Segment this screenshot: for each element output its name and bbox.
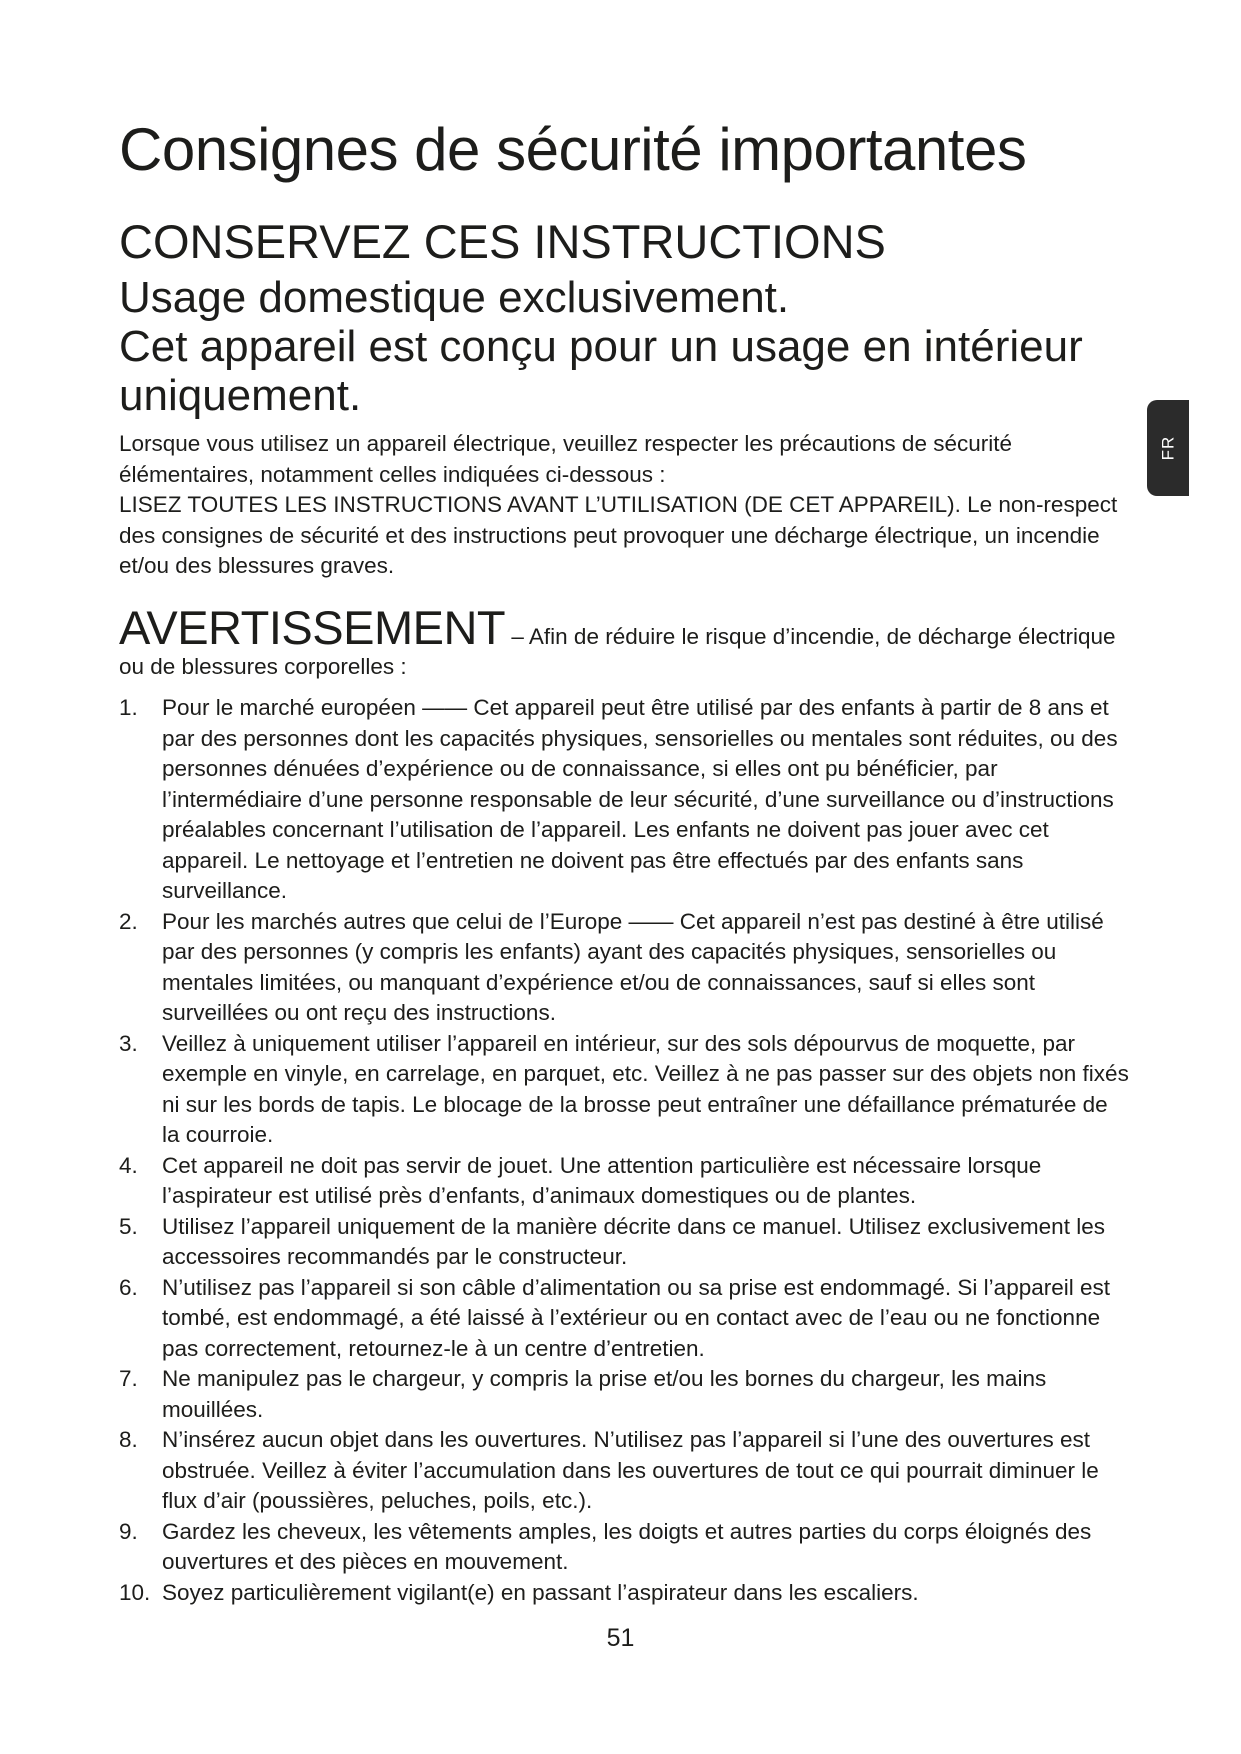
safety-list bbox=[119, 693, 1129, 1608]
usage-statement bbox=[119, 273, 1119, 420]
list-item-number: 3. bbox=[119, 1030, 138, 1056]
usage-line-domestic: Usage domestique exclusivement. bbox=[119, 273, 790, 322]
intro-text bbox=[119, 429, 1129, 582]
list-item-text: Cet appareil ne doit pas servir de jouet. Une attention particulière est nécessaire lorsque l’aspirateur est utilisé près d’enfants, d’animaux domestiques ou de plantes. bbox=[162, 1152, 1042, 1208]
list-item bbox=[119, 1578, 1129, 1609]
list-item-number: 7. bbox=[119, 1366, 138, 1391]
list-item-text: Pour les marchés autres que celui de l’Europe —— Cet appareil n’est pas destiné à être utilisé par des personnes (y compris les enfants) ayant des capacités physiques, sensorielles ou mentales limitées, ou manquant d’expérience et/ou de connaissances, sauf si elles sont surveillées ou ont reçu des instructions. bbox=[162, 908, 1104, 1025]
list-item-number: 5. bbox=[119, 1213, 138, 1239]
list-item-text: N’utilisez pas l’appareil si son câble d’alimentation ou sa prise est endommagé. Si l’appareil est tombé, est endommagé, a été laissé à l’extérieur ou en contact avec de l’eau ou ne fonctionne pas correctement, retournez-le à un centre d’entretien. bbox=[162, 1274, 1110, 1361]
list-item-text: Soyez particulièrement vigilant(e) en passant l’aspirateur dans les escaliers. bbox=[162, 1579, 919, 1605]
warning-dash: – bbox=[505, 624, 529, 649]
warning-block bbox=[119, 601, 1129, 682]
list-item-text: Veillez à uniquement utiliser l’appareil en intérieur, sur des sols dépourvus de moquette, par exemple en vinyle, en carrelage, en parquet, etc. Veillez à ne pas passer sur des objets non fixés ni sur les bords de tapis. Le blocage de la brosse peut entraîner une défaillance prématurée de la courroie. bbox=[162, 1030, 1129, 1147]
list-item bbox=[119, 1364, 1129, 1425]
usage-line-indoor: Cet appareil est conçu pour un usage en intérieur uniquement. bbox=[119, 322, 1083, 420]
intro-paragraph-read-all: LISEZ TOUTES LES INSTRUCTIONS AVANT L’UTILISATION (DE CET APPAREIL). Le non-respect des consignes de sécurité et des instructions peut provoquer une décharge électrique, un incendie et/ou des blessures graves. bbox=[119, 492, 1118, 578]
list-item-number: 6. bbox=[119, 1274, 138, 1300]
list-item-number: 4. bbox=[119, 1152, 138, 1178]
list-item bbox=[119, 1151, 1129, 1212]
list-item-text: Ne manipulez pas le chargeur, y compris la prise et/ou les bornes du chargeur, les mains mouillées. bbox=[162, 1366, 1047, 1422]
list-item-text: Pour le marché européen —— Cet appareil peut être utilisé par des enfants à partir de 8 ans et par des personnes dont les capacités physiques, sensorielles ou mentales sont réduites, ou des personnes dénuées d’expérience ou de connaissance, si elles ont pu bénéficier, par l’intermédiaire d’une personne responsable de leur sécurité, d’une surveillance ou d’instructions préalables concernant l’utilisation de l’appareil. Les enfants ne doivent pas jouer avec cet appareil. Le nettoyage et l’entretien ne doivent pas être effectués par des enfants sans surveillance. bbox=[162, 695, 1118, 903]
list-item-number: 9. bbox=[119, 1518, 138, 1544]
language-tab-label: FR bbox=[1157, 435, 1177, 461]
list-item-number: 10. bbox=[119, 1579, 151, 1605]
list-item-text: Gardez les cheveux, les vêtements amples, les doigts et autres parties du corps éloignés des ouvertures et des pièces en mouvement. bbox=[162, 1518, 1092, 1574]
list-item-text: N’insérez aucun objet dans les ouvertures. N’utilisez pas l’appareil si l’une des ouvertures est obstruée. Veillez à éviter l’accumulation dans les ouvertures de tout ce qui pourrait diminuer le flux d’air (poussières, peluches, poils, etc.). bbox=[162, 1427, 1099, 1513]
list-item bbox=[119, 907, 1129, 1029]
warning-text: Afin de réduire le risque d’incendie, de décharge électrique ou de blessures corporelles : bbox=[119, 624, 1116, 679]
list-item bbox=[119, 1517, 1129, 1578]
keep-instructions-heading: CONSERVEZ CES INSTRUCTIONS bbox=[119, 215, 886, 268]
warning-heading: AVERTISSEMENT bbox=[119, 601, 506, 654]
list-item bbox=[119, 693, 1129, 907]
list-item-number: 8. bbox=[119, 1427, 138, 1452]
list-item bbox=[119, 1212, 1129, 1273]
intro-paragraph-precautions: Lorsque vous utilisez un appareil électrique, veuillez respecter les précautions de sécurité élémentaires, notamment celles indiquées ci-dessous : bbox=[119, 431, 1012, 487]
page-number: 51 bbox=[606, 1624, 635, 1652]
list-item bbox=[119, 1273, 1129, 1365]
list-item bbox=[119, 1425, 1129, 1517]
language-tab bbox=[1147, 400, 1189, 496]
page-title: Consignes de sécurité importantes bbox=[119, 116, 1027, 183]
list-item-number: 1. bbox=[119, 695, 138, 720]
list-item-text: Utilisez l’appareil uniquement de la manière décrite dans ce manuel. Utilisez exclusivement les accessoires recommandés par le constructeur. bbox=[162, 1213, 1105, 1269]
list-item bbox=[119, 1029, 1129, 1151]
list-item-number: 2. bbox=[119, 908, 138, 934]
